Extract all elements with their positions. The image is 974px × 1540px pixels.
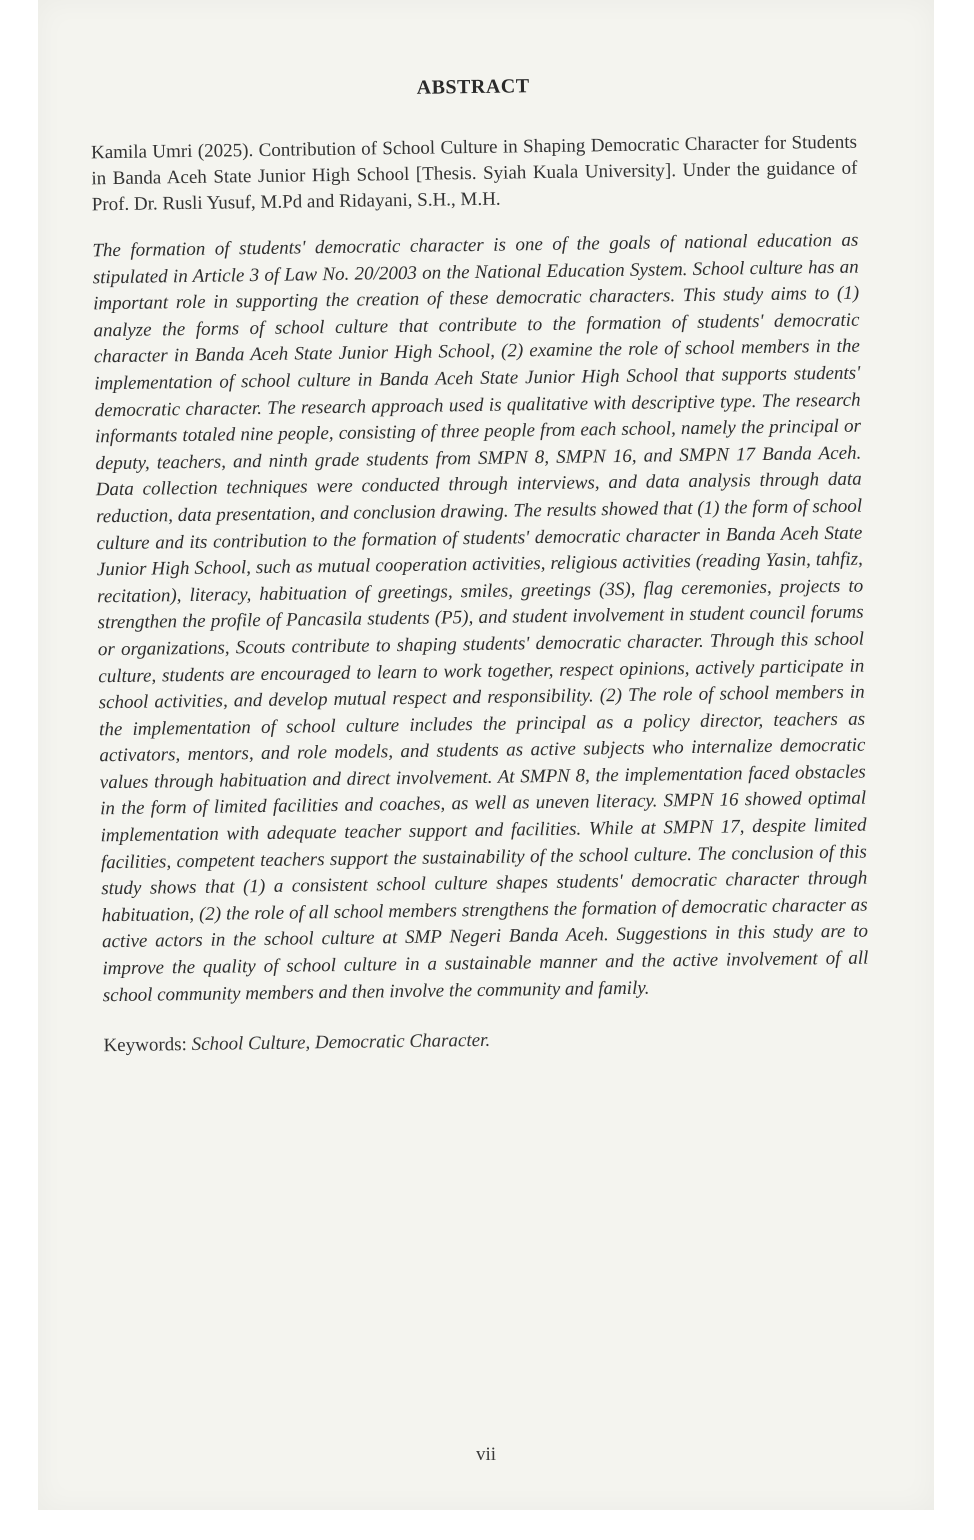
keywords-line bbox=[103, 1023, 869, 1060]
document-page bbox=[38, 0, 934, 1510]
abstract-heading: ABSTRACT bbox=[416, 75, 530, 99]
thesis-citation: Kamila Umri (2025). Contribution of School Culture in Shaping Democratic Character for Students in Banda Aceh State Junior High School [Thesis. Syiah Kuala University]. Under the guidance of Prof. Dr. Rusli Yusuf, M.Pd and Ridayani, S.H., M.H. bbox=[90, 131, 858, 216]
abstract-content bbox=[90, 71, 870, 1060]
keywords-values: School Culture, Democratic Character. bbox=[191, 1030, 491, 1056]
abstract-body-text: The formation of students' democratic character is one of the goals of national education as stipulated in Article 3 of Law No. 20/2003 on the National Education System. School culture has an important role in supporting the creation of these democratic characters. This study aims to (1) analyze the forms of school culture that contribute to the formation of students' democratic character in Banda Aceh State Junior High School, (2) examine the role of school members in the implementation of school culture in Banda Aceh State Junior High School that supports students' democratic character. The research approach used is qualitative with descriptive type. The research informants totaled nine people, consisting of three people from each school, namely the principal or deputy, teachers, and ninth grade students from SMPN 8, SMPN 16, and SMPN 17 Banda Aceh. Data collection techniques were conducted through interviews, and data analysis through data reduction, data presentation, and conclusion drawing. The results showed that (1) the form of school culture and its contribution to the formation of students' democratic character in Banda Aceh State Junior High School, such as mutual cooperation activities, religious activities (reading Yasin, tahfiz, recitation), literacy, habituation of greetings, smiles, greetings (3S), flag ceremonies, projects to strengthen the profile of Pancasila students (P5), and student involvement in student council forums or organizations, Scouts contribute to shaping students' democratic character. Through this school culture, students are encouraged to learn to work together, respect opinions, actively participate in school activities, and develop mutual respect and responsibility. (2) The role of school members in the implementation of school culture includes the principal as a policy director, teachers as activators, mentors, and role models, and students as active subjects who internalize democratic values through habituation and direct involvement. At SMPN 8, the implementation faced obstacles in the form of limited facilities and coaches, as well as uneven literacy. SMPN 16 showed optimal implementation with adequate teacher support and facilities. While at SMPN 17, despite limited facilities, competent teachers support the sustainability of the school culture. The conclusion of this study shows that (1) a consistent school culture shapes students' democratic character through habituation, (2) the role of all school members strengthens the formation of democratic character as active actors in the school culture at SMP Negeri Banda Aceh. Suggestions in this study are to improve the quality of school culture in a sustainable manner and the active involvement of all school community members and then involve the community and family. bbox=[92, 229, 869, 1006]
keywords-label: Keywords: bbox=[103, 1034, 188, 1057]
page-number: vii bbox=[475, 1444, 497, 1465]
